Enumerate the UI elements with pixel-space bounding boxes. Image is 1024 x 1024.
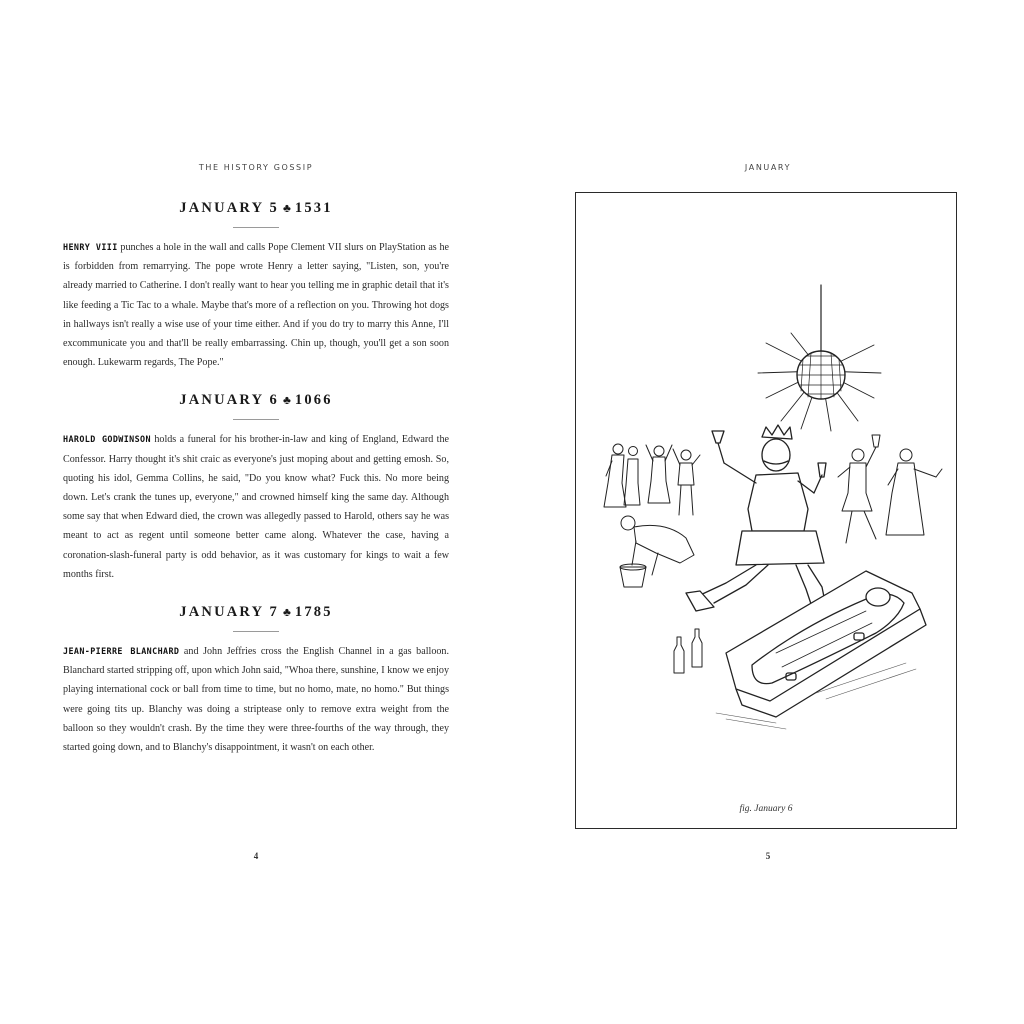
page-number-right: 5: [765, 851, 771, 861]
entry-year: 1531: [294, 200, 333, 216]
title-rule: [233, 227, 279, 228]
entry-date: JANUARY 6: [179, 392, 280, 409]
entry-year: 1066: [294, 392, 333, 409]
disco-funeral-party-illustration: [576, 193, 955, 827]
entry-title: [63, 198, 449, 218]
entry-text: and John Jeffries cross the English Channel in a gas balloon. Blanchard started stripping off, upon which John said, "Whoa there, sunshine, I know we enjoy playing international cock or ball from time to time, but no homo, mate, no homo." But things were going tits up. Blanchy was doing a striptease only to remove extra weight from the balloon so they wouldn't crash. By the time they were three-fourths of the way through, they started going down, and to Blanchy's disappointment, it wasn't on each other.: [63, 646, 449, 754]
entry-year: 1785: [294, 604, 333, 621]
running-head-right: JANUARY: [744, 163, 792, 172]
entry-january-5: [63, 198, 449, 372]
entry-name: HAROLD GODWINSON: [63, 434, 151, 445]
page-number-left: 4: [253, 851, 259, 861]
entry-body: [63, 642, 449, 757]
entries-list: [63, 198, 449, 775]
entry-january-7: [63, 602, 449, 757]
entry-title: [63, 390, 449, 410]
entry-text: holds a funeral for his brother-in-law and king of England, Edward the Confessor. Harry thought it's shit craic as everyone's just moping about and getting emosh. So, quoting his idol, Gemma Collins, he said, "Do you know what? Fuck this. No more being down. Let's crank the tunes up, everyone," and crowned himself king the same day. Although some say that when Edward died, the crown was allegedly passed to Harold, others say he was meant to act as regent until someone better came along. Whatever the case, having a coronation-slash-funeral party is odd behavior, as it was customary for kings to wait a few months first.: [63, 434, 449, 580]
right-page: [512, 0, 1024, 1024]
figure-caption: fig. January 6: [739, 804, 793, 814]
club-separator-icon: ♣: [283, 605, 291, 620]
entry-january-6: [63, 390, 449, 584]
entry-name: HENRY VIII: [63, 242, 118, 252]
entry-body: [63, 238, 449, 372]
entry-title: [63, 602, 449, 622]
figure-frame: [575, 192, 957, 829]
club-separator-icon: ♣: [283, 393, 291, 408]
entry-date: JANUARY 5: [179, 200, 280, 216]
title-rule: [233, 419, 279, 420]
club-separator-icon: ♣: [283, 201, 291, 215]
entry-name: JEAN-PIERRE BLANCHARD: [63, 646, 180, 657]
entry-date: JANUARY 7: [179, 604, 280, 621]
entry-body: [63, 430, 449, 584]
entry-text: punches a hole in the wall and calls Pope Clement VII slurs on PlayStation as he is forbidden from remarrying. The pope wrote Henry a letter saying, "Listen, son, you're already married to Catherine. I don't really want to hear you telling me in graphic detail that it's like feeding a Tic Tac to a whale. Maybe that's more of a reflection on you. Throwing hot dogs in hallways isn't really a wise use of your time either. And if you do try to marry this Anne, I'll excommunicate you and that'll be really embarrassing. Chin up, though, you'll get a son soon enough. Lukewarm regards, The Pope.": [63, 242, 450, 369]
title-rule: [233, 631, 279, 632]
running-head-left: THE HISTORY GOSSIP: [198, 163, 314, 172]
